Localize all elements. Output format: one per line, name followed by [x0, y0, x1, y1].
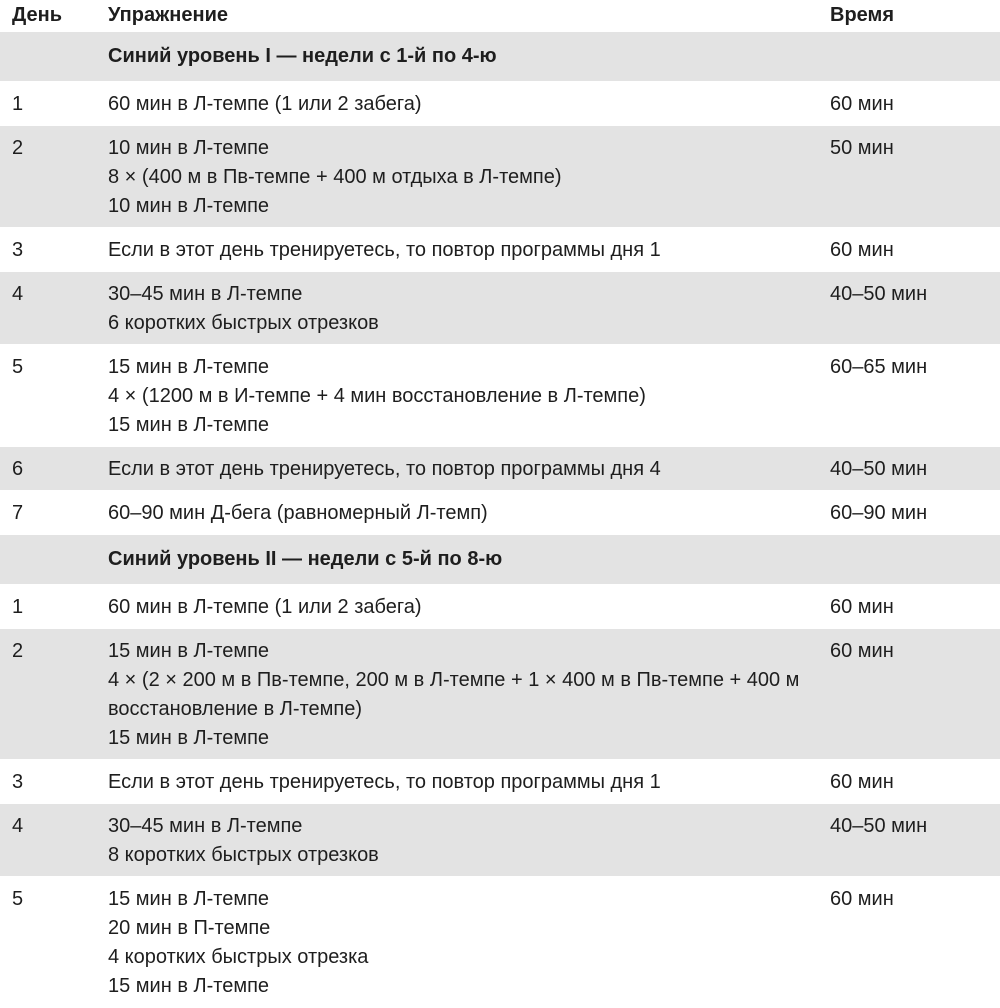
table-row: [0, 877, 1000, 1008]
exercise-line: 15 мин в Л-темпе: [108, 356, 270, 378]
time-cell: 40–50 мин: [830, 283, 928, 305]
exercise-line: 10 мин в Л-темпе: [108, 195, 270, 217]
day-cell: 5: [12, 888, 24, 910]
time-cell: 40–50 мин: [830, 458, 928, 480]
exercise-line: 15 мин в Л-темпе: [108, 414, 270, 436]
exercise-line: восстановление в Л-темпе): [108, 698, 362, 720]
exercise-line: 10 мин в Л-темпе: [108, 137, 270, 159]
time-cell: 60–90 мин: [830, 502, 928, 524]
time-cell: 50 мин: [830, 137, 894, 159]
exercise-cell: [108, 629, 830, 753]
exercise-cell: [108, 585, 830, 622]
table-row: [0, 760, 1000, 804]
day-cell: 1: [12, 596, 24, 618]
exercise-cell: [108, 272, 830, 338]
section-time-empty: [830, 556, 1000, 564]
day-cell: 2: [12, 640, 24, 662]
exercise-cell: [108, 228, 830, 265]
time-cell: 60 мин: [830, 239, 894, 261]
day-cell: 3: [12, 771, 24, 793]
time-cell: 60 мин: [830, 888, 894, 910]
table-row: [0, 272, 1000, 345]
day-cell: 5: [12, 356, 24, 378]
table-row: [0, 82, 1000, 126]
section-title: Синий уровень I — недели с 1-й по 4-ю: [108, 45, 497, 67]
exercise-line: 4 × (1200 м в И-темпе + 4 мин восстановление в Л-темпе): [108, 385, 646, 407]
exercise-cell: [108, 447, 830, 484]
exercise-cell: [108, 760, 830, 797]
exercise-cell: [108, 804, 830, 870]
table-row: [0, 345, 1000, 447]
exercise-line: 4 коротких быстрых отрезка: [108, 946, 369, 968]
exercise-line: 60–90 мин Д-бега (равномерный Л-темп): [108, 502, 488, 524]
section-row: [0, 32, 1000, 82]
table-row: [0, 447, 1000, 491]
exercise-cell: [108, 345, 830, 440]
day-cell: 2: [12, 137, 24, 159]
exercise-line: Если в этот день тренируетесь, то повтор программы дня 1: [108, 239, 661, 261]
section-day-empty: [0, 556, 108, 564]
section-day-empty: [0, 53, 108, 61]
header-exercise: Упражнение: [108, 4, 228, 26]
table-body: [0, 32, 1000, 1008]
table-row: [0, 126, 1000, 228]
table-header: [0, 0, 1000, 32]
exercise-cell: [108, 126, 830, 221]
exercise-line: Если в этот день тренируетесь, то повтор программы дня 1: [108, 771, 661, 793]
exercise-line: 60 мин в Л-темпе (1 или 2 забега): [108, 596, 422, 618]
table-row: [0, 585, 1000, 629]
section-time-empty: [830, 53, 1000, 61]
day-cell: 4: [12, 815, 24, 837]
exercise-line: 6 коротких быстрых отрезков: [108, 312, 379, 334]
time-cell: 60 мин: [830, 596, 894, 618]
time-cell: 60 мин: [830, 640, 894, 662]
exercise-line: 60 мин в Л-темпе (1 или 2 забега): [108, 93, 422, 115]
exercise-line: 20 мин в П-темпе: [108, 917, 271, 939]
time-cell: 60 мин: [830, 93, 894, 115]
section-title: Синий уровень II — недели с 5-й по 8-ю: [108, 548, 503, 570]
exercise-line: 30–45 мин в Л-темпе: [108, 283, 303, 305]
exercise-line: 15 мин в Л-темпе: [108, 640, 270, 662]
day-cell: 4: [12, 283, 24, 305]
section-row: [0, 535, 1000, 585]
exercise-line: 15 мин в Л-темпе: [108, 888, 270, 910]
table-row: [0, 804, 1000, 877]
day-cell: 6: [12, 458, 24, 480]
header-day: День: [12, 4, 62, 26]
time-cell: 40–50 мин: [830, 815, 928, 837]
time-cell: 60–65 мин: [830, 356, 928, 378]
exercise-line: 30–45 мин в Л-темпе: [108, 815, 303, 837]
exercise-line: Если в этот день тренируетесь, то повтор программы дня 4: [108, 458, 661, 480]
day-cell: 7: [12, 502, 24, 524]
exercise-cell: [108, 82, 830, 119]
exercise-line: 15 мин в Л-темпе: [108, 975, 270, 997]
table-row: [0, 629, 1000, 760]
exercise-line: 4 × (2 × 200 м в Пв-темпе, 200 м в Л-темпе + 1 × 400 м в Пв-темпе + 400 м: [108, 669, 800, 691]
exercise-cell: [108, 491, 830, 528]
day-cell: 3: [12, 239, 24, 261]
table-row: [0, 491, 1000, 535]
exercise-cell: [108, 877, 830, 1001]
table-row: [0, 228, 1000, 272]
time-cell: 60 мин: [830, 771, 894, 793]
day-cell: 1: [12, 93, 24, 115]
exercise-line: 8 × (400 м в Пв-темпе + 400 м отдыха в Л-темпе): [108, 166, 562, 188]
exercise-line: 8 коротких быстрых отрезков: [108, 844, 379, 866]
header-time: Время: [830, 4, 894, 26]
exercise-line: 15 мин в Л-темпе: [108, 727, 270, 749]
